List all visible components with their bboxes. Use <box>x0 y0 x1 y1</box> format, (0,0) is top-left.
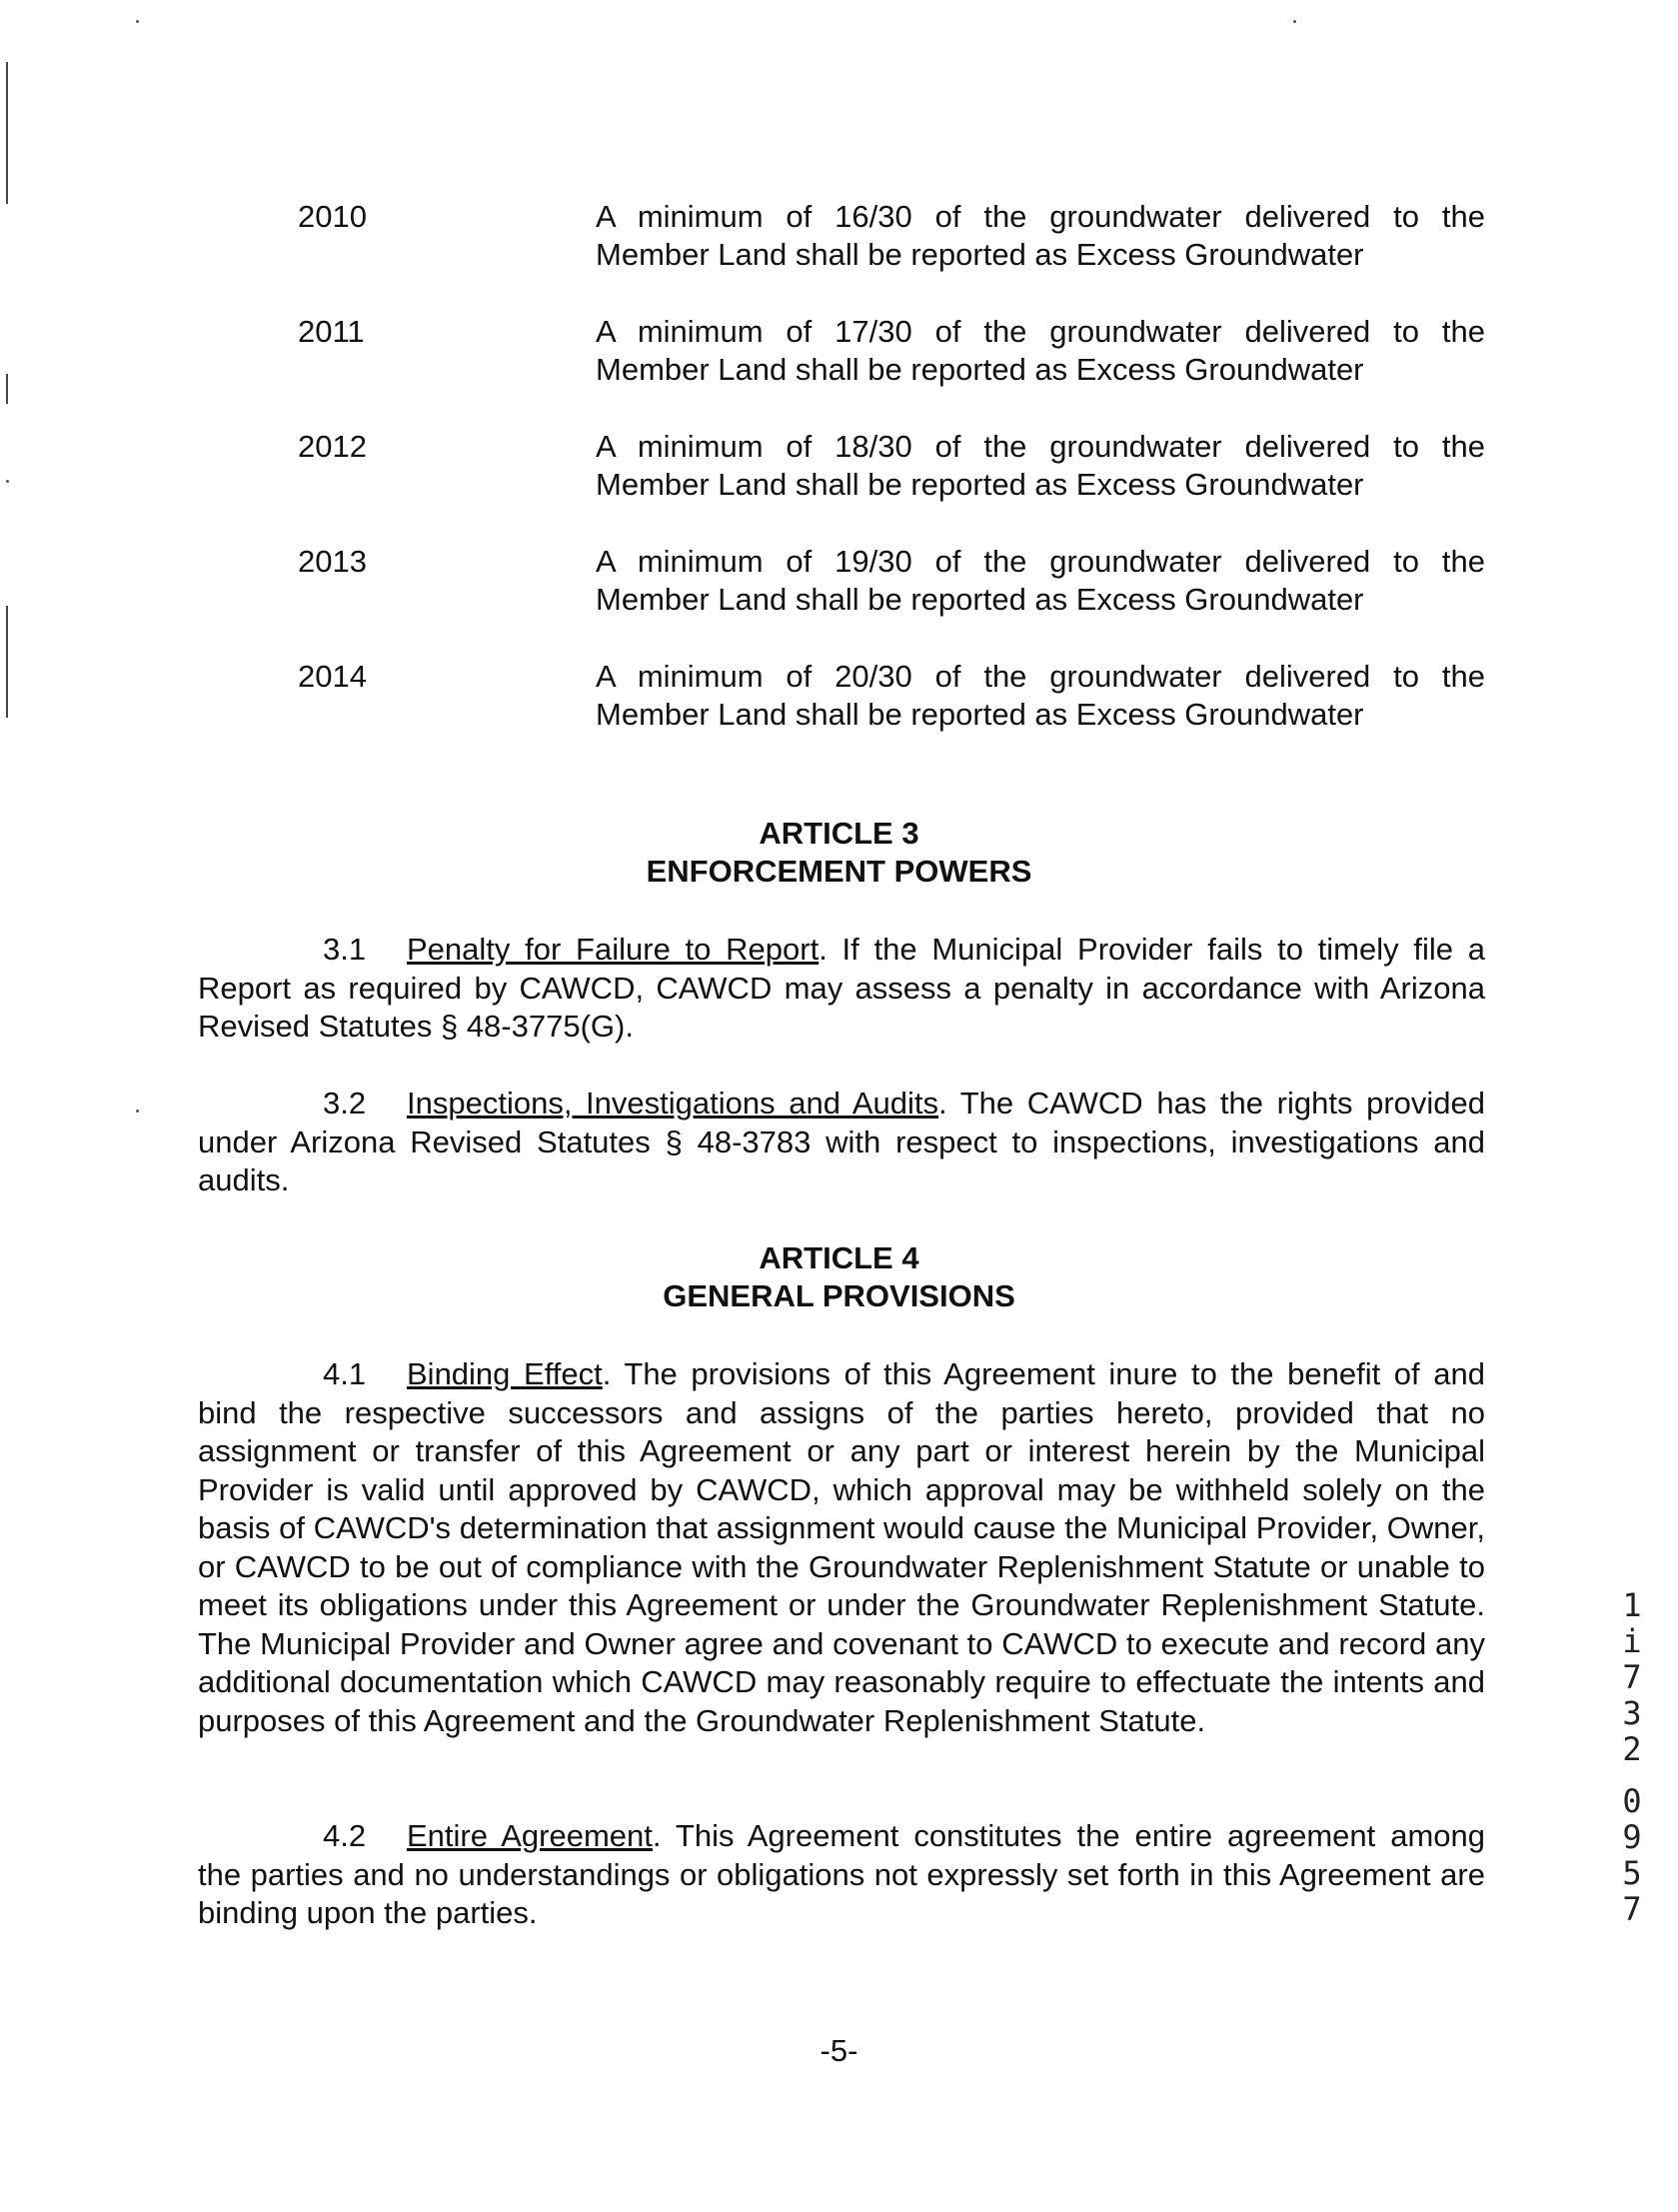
schedule-row <box>0 658 1678 738</box>
schedule-text-line1: A minimum of 17/30 of the groundwater delivered to the <box>596 314 1485 349</box>
section-number: 4.1 <box>323 1356 367 1391</box>
scan-dot <box>136 20 139 23</box>
section-4-2 <box>198 1817 1485 1933</box>
schedule-year: 2013 <box>298 544 367 579</box>
scan-dot <box>136 1109 139 1112</box>
recording-stamp: 1 i 7 3 2 <box>1622 1586 1642 1768</box>
section-number: 3.1 <box>323 932 367 967</box>
schedule-text <box>596 198 1485 274</box>
schedule-text-line2: Member Land shall be reported as Excess Groundwater <box>596 582 1364 617</box>
schedule-text <box>596 543 1485 619</box>
schedule-text <box>596 428 1485 504</box>
schedule-row <box>0 313 1678 393</box>
section-body: . This Agreement constitutes the entire agreement among the parties and no understandings or obligations not expressly set forth in this Agreement are binding upon the parties. <box>198 1818 1485 1930</box>
schedule-text-line1: A minimum of 20/30 of the groundwater delivered to the <box>596 659 1485 694</box>
schedule-text-line1: A minimum of 19/30 of the groundwater delivered to the <box>596 544 1485 579</box>
section-number: 3.2 <box>323 1086 367 1120</box>
schedule-text-line2: Member Land shall be reported as Excess Groundwater <box>596 237 1364 272</box>
margin-line <box>6 62 8 204</box>
section-3-2 <box>198 1085 1485 1200</box>
schedule-text <box>596 313 1485 389</box>
article-3-subtitle: ENFORCEMENT POWERS <box>646 854 1032 889</box>
schedule-text-line1: A minimum of 16/30 of the groundwater delivered to the <box>596 199 1485 234</box>
section-heading: Binding Effect <box>407 1356 603 1391</box>
schedule-year: 2014 <box>298 659 367 694</box>
schedule-year: 2012 <box>298 429 367 464</box>
schedule-text-line2: Member Land shall be reported as Excess Groundwater <box>596 352 1364 387</box>
schedule-text-line2: Member Land shall be reported as Excess Groundwater <box>596 697 1364 732</box>
schedule-row <box>0 198 1678 278</box>
article-4-subtitle: GENERAL PROVISIONS <box>663 1278 1015 1313</box>
schedule-text <box>596 658 1485 734</box>
section-heading: Entire Agreement <box>407 1818 653 1853</box>
section-body: . The CAWCD has the rights provided under Arizona Revised Statutes § 48-3783 with respect to inspections, investigations and audits. <box>198 1086 1485 1197</box>
schedule-row <box>0 543 1678 623</box>
schedule-year: 2011 <box>298 314 365 349</box>
schedule-row <box>0 428 1678 508</box>
section-body: . If the Municipal Provider fails to timely file a Report as required by CAWCD, CAWCD may assess a penalty in accordance with Arizona Revised Statutes § 48-3775(G). <box>198 932 1485 1044</box>
section-heading: Penalty for Failure to Report <box>407 932 820 967</box>
section-4-1 <box>198 1355 1485 1740</box>
section-body: . The provisions of this Agreement inure to the benefit of and bind the respective successors and assigns of the parties hereto, provided that no assignment or transfer of this Agreement or any part or interest herein by the Municipal Provider is valid until approved by CAWCD, which approval may be withheld solely on the basis of CAWCD's determination that assignment would cause the Municipal Provider, Owner, or CAWCD to be out of compliance with the Groundwater Replenishment Statute or unable to meet its obligations under this Agreement or under the Groundwater Replenishment Statute. The Municipal Provider and Owner agree and covenant to CAWCD to execute and record any additional documentation which CAWCD may reasonably require to effectuate the intents and purposes of this Agreement and the Groundwater Replenishment Statute. <box>198 1356 1485 1738</box>
section-3-1 <box>198 931 1485 1047</box>
scan-dot <box>1293 20 1296 23</box>
schedule-text-line1: A minimum of 18/30 of the groundwater delivered to the <box>596 429 1485 464</box>
page-number: -5- <box>820 2033 858 2068</box>
recording-stamp-lower: 0 9 5 7 <box>1622 1782 1642 1928</box>
schedule-year: 2010 <box>298 199 367 234</box>
article-4-title: ARTICLE 4 <box>759 1240 919 1275</box>
section-number: 4.2 <box>323 1818 367 1853</box>
article-3-title: ARTICLE 3 <box>759 816 919 851</box>
section-heading: Inspections, Investigations and Audits <box>407 1086 939 1120</box>
schedule-text-line2: Member Land shall be reported as Excess Groundwater <box>596 467 1364 502</box>
